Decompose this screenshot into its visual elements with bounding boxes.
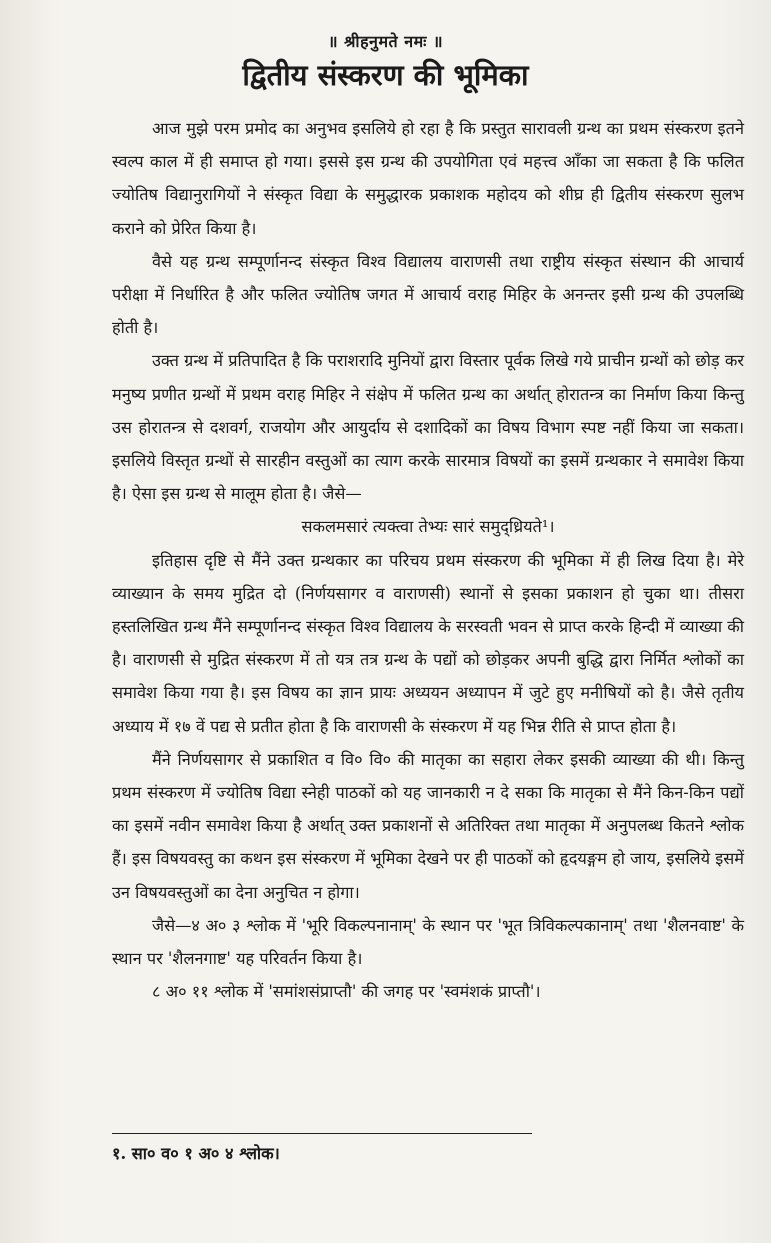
paragraph-1: आज मुझे परम प्रमोद का अनुभव इसलिये हो रहा है कि प्रस्तुत सारावली ग्रन्थ का प्रथम संस्करण इतने स्वल्प काल में ही समाप्त हो गया। इससे इस ग्रन्थ की उपयोगिता एवं महत्त्व आँका जा सकता है कि फलित ज्योतिष विद्यानुरागियों ने संस्कृत विद्या के समुद्धारक प्रकाशक महोदय को शीघ्र ही द्वितीय संस्करण सुलभ कराने को प्रेरित किया है। — [112, 119, 744, 238]
paragraph-2: वैसे यह ग्रन्थ सम्पूर्णानन्द संस्कृत विश्व विद्यालय वाराणसी तथा राष्ट्रीय संस्कृत संस्थान की आचार्य परीक्षा में निर्धारित है और फलित ज्योतिष जगत में आचार्य वराह मिहिर के अनन्तर इसी ग्रन्थ की उपलब्धि होती है। — [112, 251, 744, 338]
paragraph-7: ८ अ० ११ श्लोक में 'समांशसंप्राप्तौ' की जगह पर 'स्वमंशकं प्राप्तौ'। — [152, 982, 541, 1002]
paragraph-5: मैंने निर्णयसागर से प्रकाशित व वि० वि० की मातृका का सहारा लेकर इसकी व्याख्या की थी। किन्तु प्रथम संस्करण में ज्योतिष विद्या स्नेही पाठकों को यह जानकारी न दे सका कि मातृका से मैंने किन-किन पद्यों का इसमें नवीन समावेश किया है अर्थात् उक्त प्रकाशनों से अतिरिक्त तथा मातृका में अनुपलब्ध कितने श्लोक हैं। इस विषयवस्तु का कथन इस संस्करण में भूमिका देखने पर ही पाठकों को हृदयङ्गम हो जाय, इसलिये इसमें उन विषयवस्तुओं का देना अनुचित न होगा। — [112, 749, 744, 902]
footnote-divider — [112, 1133, 532, 1134]
footnote: १. सा० व० १ अ० ४ श्लोक। — [112, 1144, 280, 1163]
page-title: द्वितीय संस्करण की भूमिका — [242, 58, 529, 92]
paragraph-6: जैसे—४ अ० ३ श्लोक में 'भूरि विकल्पनानाम्' के स्थान पर 'भूत त्रिविकल्पकानाम्' तथा 'शैलनवाष्ट' के स्थान पर 'शैलनगाष्ट' यह परिवर्तन किया है। — [112, 915, 744, 969]
paragraph-4: इतिहास दृष्टि से मैंने उक्त ग्रन्थकार का परिचय प्रथम संस्करण की भूमिका में ही लिख दिया है। मेरे व्याख्यान के समय मुद्रित दो (निर्णयसागर व वाराणसी) स्थानों से इसका प्रकाशन हो चुका था। तीसरा हस्तलिखित ग्रन्थ मैंने सम्पूर्णानन्द संस्कृत विश्व विद्यालय के सरस्वती भवन से प्राप्त करके हिन्दी में व्याख्या की है। वाराणसी से मुद्रित संस्करण में तो यत्र तत्र ग्रन्थ के पद्यों को छोड़कर अपनी बुद्धि द्वारा निर्मित श्लोकों का समावेश किया गया है। इस विषय का ज्ञान प्रायः अध्ययन अध्यापन में जुटे हुए मनीषियों को है। जैसे तृतीय अध्याय में १७ वें पद्य से प्रतीत होता है कि वाराणसी के संस्करण में यह भिन्न रीति से प्राप्त होता है। — [112, 550, 744, 736]
sanskrit-verse: सकलमसारं त्यक्त्वा तेभ्यः सारं समुद्ध्रियते¹। — [301, 517, 555, 537]
paragraph-3: उक्त ग्रन्थ में प्रतिपादित है कि पराशरादि मुनियों द्वारा विस्तार पूर्वक लिखे गये प्राचीन ग्रन्थों को छोड़ कर मनुष्य प्रणीत ग्रन्थों में प्रथम वराह मिहिर ने संक्षेप में फलित ग्रन्थ का अर्थात् होरातन्त्र का निर्माण किया किन्तु उस होरातन्त्र से दशवर्ग, राजयोग और आयुर्दाय से दशादिकों का विषय विभाग स्पष्ट नहीं किया जा सकता। इसलिये विस्तृत ग्रन्थों से सारहीन वस्तुओं का त्याग करके सारमात्र विषयों का इसमें ग्रन्थकार ने समावेश किया है। ऐसा इस ग्रन्थ से मालूम होता है। जैसे— — [112, 351, 744, 504]
body-text — [112, 112, 744, 1008]
invocation-line: ॥ श्रीहनुमते नमः ॥ — [327, 32, 444, 51]
